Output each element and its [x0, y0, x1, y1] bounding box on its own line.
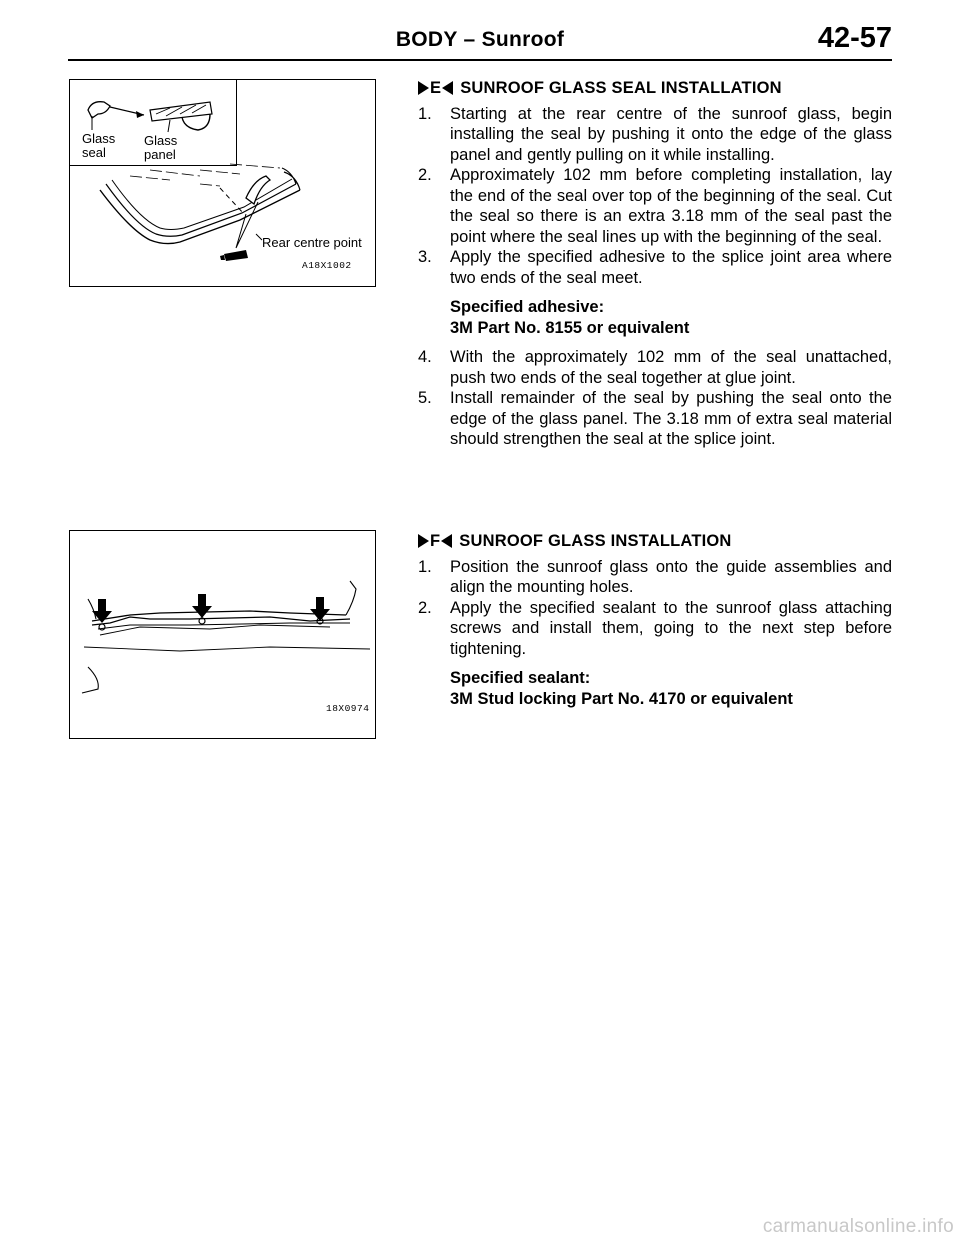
step-item: 5. Install remainder of the seal by pushing the seal onto the edge of the glass panel. The 3.18 mm of extra seal material should strengthen the seal at the splice joint.	[418, 389, 892, 448]
section-heading-text: SUNROOF GLASS SEAL INSTALLATION	[460, 79, 782, 97]
spec-block	[450, 668, 892, 709]
figure-glass-seal-installation	[69, 79, 376, 287]
step-item: 2. Apply the specified sealant to the sunroof glass attaching screws and install them, going to the next step before tightening.	[418, 598, 892, 658]
page-title: BODY – Sunroof	[395, 28, 565, 51]
triangle-right-icon	[418, 534, 429, 548]
step-item: 2. Approximately 102 mm before completing installation, lay the end of the seal over top of the beginning of the seal. Cut the seal so there is an extra 3.18 mm of the seal past the point where the seal lines up with the beginning of the seal.	[418, 166, 892, 246]
section-glass-installation	[418, 531, 892, 718]
step-item: 4. With the approximately 102 mm of the seal unattached, push two ends of the seal together at glue joint.	[418, 348, 892, 387]
step-item: 3. Apply the specified adhesive to the splice joint area where two ends of the seal meet.	[418, 248, 892, 287]
triangle-left-icon	[441, 534, 452, 548]
triangle-left-icon	[442, 81, 453, 95]
spec-label: Specified sealant:	[450, 669, 591, 687]
label-rear-centre-point: Rear centre point	[262, 235, 362, 250]
section-marker: F	[430, 532, 441, 550]
label-glass-panel: Glass panel	[144, 133, 178, 162]
watermark-link[interactable]: carmanualsonline.info	[762, 1216, 954, 1237]
figure-code: 18X0974	[326, 703, 370, 714]
section-heading	[418, 531, 892, 552]
spec-value: 3M Part No. 8155 or equivalent	[450, 318, 690, 337]
step-item: 1. Position the sunroof glass onto the guide assemblies and align the mounting holes.	[418, 557, 892, 596]
spec-block	[450, 297, 892, 338]
section-marker: E	[430, 79, 442, 97]
section-heading-text: SUNROOF GLASS INSTALLATION	[459, 532, 732, 550]
triangle-right-icon	[418, 81, 429, 95]
page-number: 42-57	[817, 22, 892, 54]
step-item: 1. Starting at the rear centre of the sunroof glass, begin installing the seal by pushing it onto the edge of the glass panel and gently pulling on it while installing.	[418, 104, 892, 164]
label-glass-seal: Glass seal	[82, 131, 116, 160]
spec-label: Specified adhesive:	[450, 298, 605, 316]
spec-value: 3M Stud locking Part No. 4170 or equivalent	[450, 689, 793, 708]
section-seal-installation	[418, 78, 892, 450]
header-divider	[68, 59, 892, 61]
figure-glass-installation	[69, 530, 376, 739]
section-heading	[418, 78, 892, 99]
figure-code: A18X1002	[302, 260, 352, 271]
